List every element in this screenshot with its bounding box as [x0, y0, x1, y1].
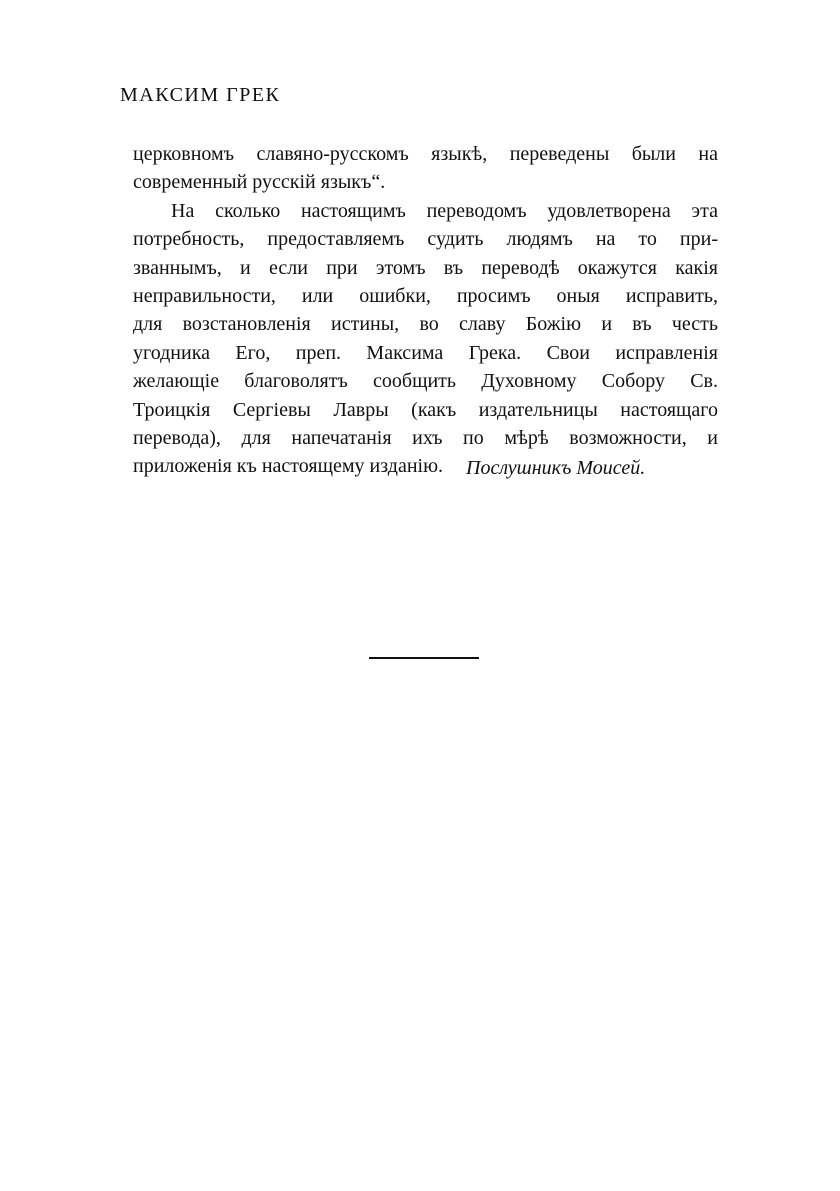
text-line: На сколько настоящимъ переводомъ удовлетворена эта: [171, 199, 718, 222]
running-head: МАКСИМ ГРЕК: [120, 84, 281, 106]
text-line: перевода), для напечатанія ихъ по мѣрѣ возможности, и: [133, 426, 718, 449]
body-text: [133, 140, 718, 481]
text-line: церковномъ славяно-русскомъ языкѣ, переведены были на: [133, 143, 718, 165]
text-line: современный русскій языкъ“.: [133, 171, 386, 194]
text-line: потребность, предоставляемъ судить людямъ на то при-: [133, 228, 718, 251]
signature: Послушникъ Моисей.: [466, 457, 646, 479]
section-end-rule: [369, 657, 479, 659]
text-line: желающіе благоволятъ сообщить Духовному Собору Св.: [133, 370, 718, 393]
text-line: Троицкія Сергіевы Лавры (какъ издательницы настоящаго: [133, 398, 718, 421]
text-line: неправильности, или ошибки, просимъ оныя исправить,: [133, 284, 718, 307]
text-line: для возстановленія истины, во славу Божію и въ честь: [133, 313, 718, 336]
text-line: званнымъ, и если при этомъ въ переводѣ окажутся какія: [133, 256, 718, 279]
text-line: угодника Его, преп. Максима Грека. Свои исправленія: [133, 341, 718, 364]
text-line: приложенія къ настоящему изданію.: [133, 455, 444, 478]
